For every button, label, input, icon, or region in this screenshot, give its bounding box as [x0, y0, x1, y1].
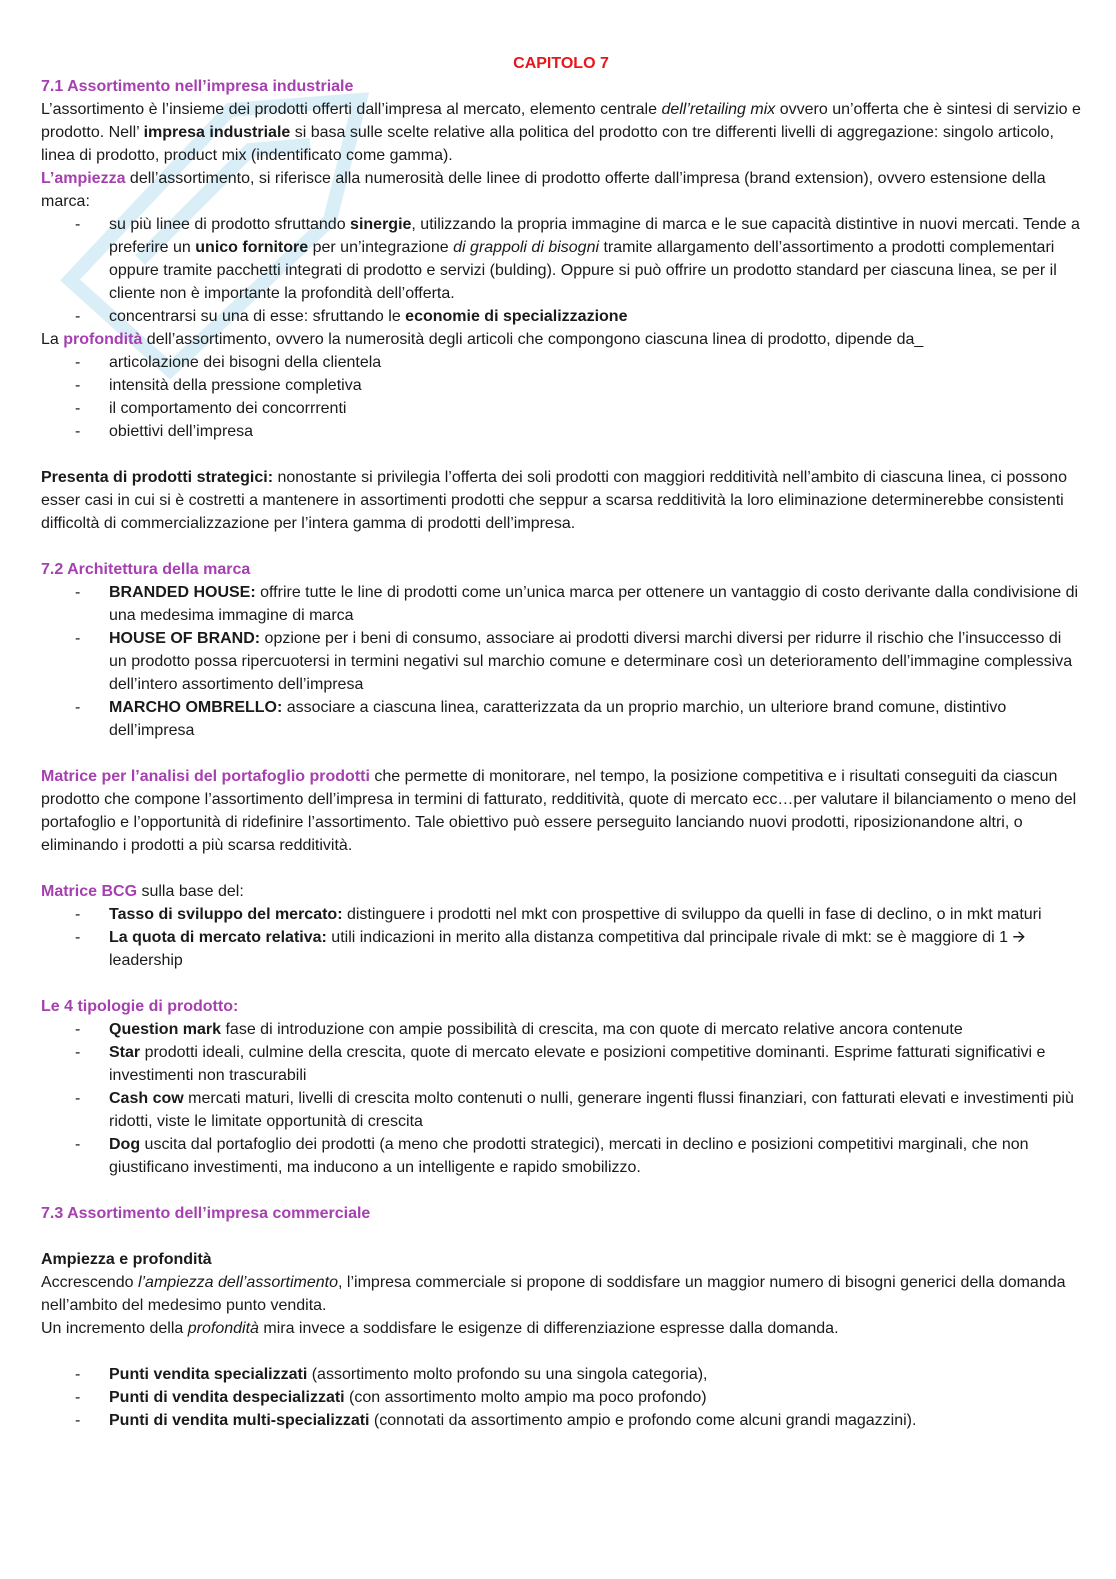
paragraph-accrescendo: Accrescendo l’ampiezza dell’assortimento, l’impresa commerciale si propone di soddisfare un maggior numero di bisogni generici della domanda nell’ambito del medesimo punto vendita.	[41, 1274, 1066, 1314]
paragraph-bcg: Matrice BCG sulla base del:	[41, 883, 244, 900]
subheading-ampiezza-profondita: Ampiezza e profondità	[41, 1251, 212, 1268]
list-bcg	[41, 903, 1081, 972]
list-architettura	[41, 581, 1081, 742]
list-item: - obiettivi dell’impresa	[41, 420, 1081, 443]
list-tipologie	[41, 1018, 1081, 1179]
list-ampiezza	[41, 213, 1081, 328]
paragraph-strategici: Presenta di prodotti strategici: nonostante si privilegia l’offerta dei soli prodotti con maggiori redditività nell’ambito di ciascuna linea, ci possono esser casi in cui si è costretti a mantenere in assortimenti prodotti che seppur a scarsa redditività la loro eliminazione determinerebbe consistenti difficoltà di commercializzazione per l’intera gamma di prodotti dell’impresa.	[41, 469, 1067, 532]
list-item: - Punti di vendita despecializzati (con assortimento molto ampio ma poco profondo)	[41, 1386, 1081, 1409]
list-item: - MARCHO OMBRELLO: associare a ciascuna linea, caratterizzata da un proprio marchio, un ulteriore brand comune, distintivo dell’impresa	[41, 696, 1081, 742]
chapter-title: CAPITOLO 7	[513, 55, 609, 72]
tipologie-heading: Le 4 tipologie di prodotto:	[41, 998, 239, 1015]
list-item: - il comportamento dei concorrrenti	[41, 397, 1081, 420]
paragraph-matrice: Matrice per l’analisi del portafoglio prodotti che permette di monitorare, nel tempo, la posizione competitiva e i risultati conseguiti da ciascun prodotto che compone l’assortimento dell’impresa in termini di fatturato, redditività, quote di mercato ecc…per valutare il bilanciamento o meno del portafoglio e l’opportunità di ridefinire l’assortimento. Tale obiettivo può essere perseguito lanciando nuovi prodotti, riposizionandone altri, o eliminando i prodotti a più scarsa redditività.	[41, 768, 1077, 854]
paragraph-profondita: La profondità dell’assortimento, ovvero la numerosità degli articoli che compongono ciascuna linea di prodotto, dipende da_	[41, 331, 924, 348]
document-page	[41, 52, 1081, 1432]
list-item: - BRANDED HOUSE: offrire tutte le line di prodotti come un’unica marca per ottenere un vantaggio di costo derivante dalla condivisione di una medesima immagine di marca	[41, 581, 1081, 627]
section-heading-7-2: 7.2 Architettura della marca	[41, 561, 251, 578]
list-item: - Punti di vendita multi-specializzati (connotati da assortimento ampio e profondo come alcuni grandi magazzini).	[41, 1409, 1081, 1432]
list-item: - intensità della pressione completiva	[41, 374, 1081, 397]
list-item: - Dog uscita dal portafoglio dei prodotti (a meno che prodotti strategici), mercati in declino e posizioni competitivi marginali, che non giustificano investimenti, ma inducono a un intelligente e rapido smobilizzo.	[41, 1133, 1081, 1179]
paragraph-ampiezza: L’ampiezza dell’assortimento, si riferisce alla numerosità delle linee di prodotto offerte dall’impresa (brand extension), ovvero estensione della marca:	[41, 170, 1046, 210]
list-item: - su più linee di prodotto sfruttando sinergie, utilizzando la propria immagine di marca e le sue capacità distintive in nuovi mercati. Tende a preferire un unico fornitore per un’integrazione di grappoli di bisogni tramite allargamento dell’assortimento a prodotti complementari oppure tramite pacchetti integrati di prodotto e servizi (bulding). Oppure si può offrire un prodotto standard per ciascuna linea, se per il cliente non è importante la profondità dell’offerta.	[41, 213, 1081, 305]
list-item: - Question mark fase di introduzione con ampie possibilità di crescita, ma con quote di mercato relative ancora contenute	[41, 1018, 1081, 1041]
list-item: - Punti vendita specializzati (assortimento molto profondo su una singola categoria),	[41, 1363, 1081, 1386]
list-item: - Tasso di sviluppo del mercato: distinguere i prodotti nel mkt con prospettive di sviluppo da quelli in fase di declino, o in mkt maturi	[41, 903, 1081, 926]
list-punti-vendita	[41, 1363, 1081, 1432]
section-heading-7-3: 7.3 Assortimento dell’impresa commerciale	[41, 1205, 371, 1222]
section-heading-7-1: 7.1 Assortimento nell’impresa industriale	[41, 78, 354, 95]
paragraph-assortimento: L’assortimento è l’insieme dei prodotti offerti dall’impresa al mercato, elemento centrale dell’retailing mix ovvero un’offerta che è sintesi di servizio e prodotto. Nell’ impresa industriale si basa sulle scelte relative alla politica del prodotto con tre differenti livelli di aggregazione: singolo articolo, linea di prodotto, product mix (indentificato come gamma).	[41, 101, 1081, 164]
list-item: - concentrarsi su una di esse: sfruttando le economie di specializzazione	[41, 305, 1081, 328]
list-item: - articolazione dei bisogni della clientela	[41, 351, 1081, 374]
list-item: - Cash cow mercati maturi, livelli di crescita molto contenuti o nulli, generare ingenti flussi finanziari, con fatturati elevati e investimenti più ridotti, viste le limitate opportunità di crescita	[41, 1087, 1081, 1133]
list-item: - Star prodotti ideali, culmine della crescita, quote di mercato elevate e posizioni competitive dominanti. Esprime fatturati significativi e investimenti non trascurabili	[41, 1041, 1081, 1087]
list-item: - HOUSE OF BRAND: opzione per i beni di consumo, associare ai prodotti diversi marchi diversi per ridurre il rischio che l’insuccesso di un prodotto possa ripercuotersi in termini negativi sul marchio comune e determinare così un deterioramento dell’immagine complessiva dell’intero assortimento dell’impresa	[41, 627, 1081, 696]
list-profondita	[41, 351, 1081, 443]
list-item: - La quota di mercato relativa: utili indicazioni in merito alla distanza competitiva dal principale rivale di mkt: se è maggiore di 1 🡪 leadership	[41, 926, 1081, 972]
paragraph-incremento: Un incremento della profondità mira invece a soddisfare le esigenze di differenziazione espresse dalla domanda.	[41, 1320, 839, 1337]
